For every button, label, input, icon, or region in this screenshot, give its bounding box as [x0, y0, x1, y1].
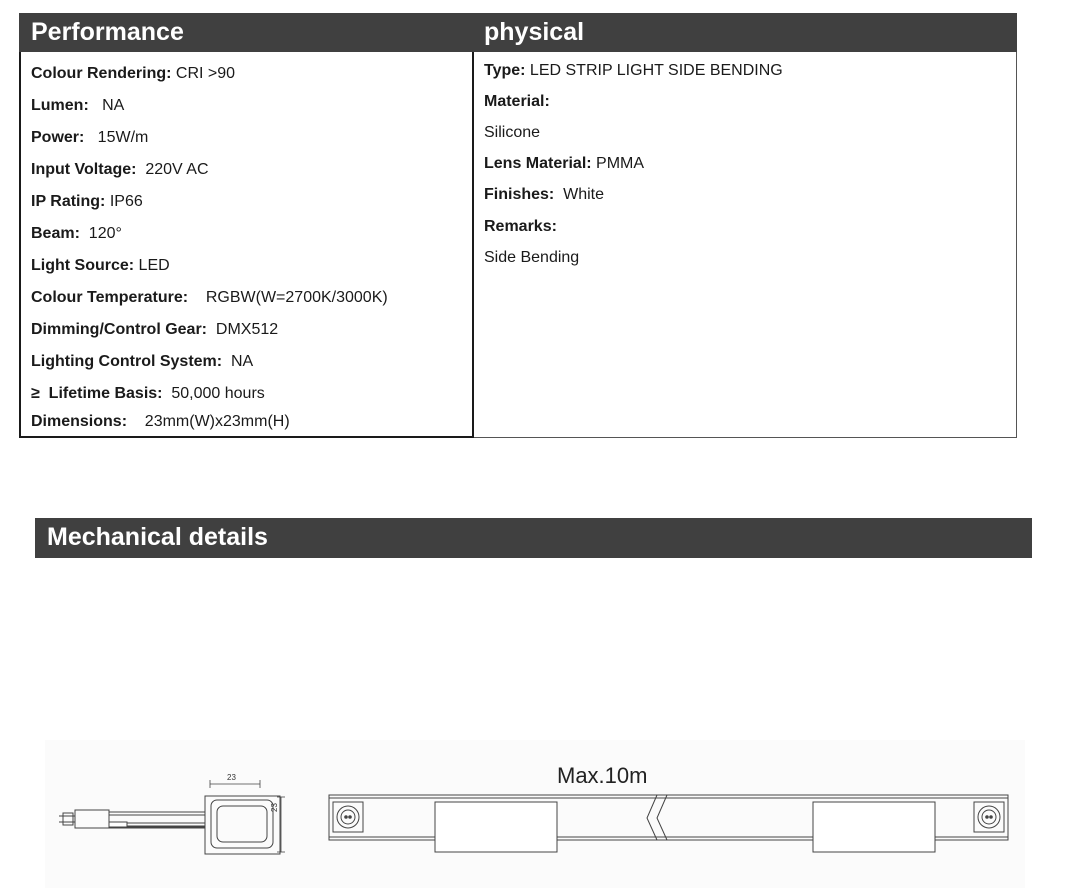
spec-row-colour-temperature: Colour Temperature: RGBW(W=2700K/3000K)	[31, 289, 388, 306]
performance-column	[19, 52, 474, 438]
mechanical-drawing	[45, 740, 1025, 888]
max-length-label: Max.10m	[557, 763, 648, 788]
spec-row-remarks-value: Side Bending	[484, 249, 580, 266]
spec-row-remarks: Remarks:	[484, 218, 557, 235]
physical-column	[474, 52, 1017, 438]
mechanical-header: Mechanical details	[35, 518, 1032, 558]
spec-row-finishes: Finishes: White	[484, 186, 605, 203]
spec-row-lumen: Lumen: NA	[31, 97, 125, 114]
spec-row-colour-rendering: Colour Rendering: CRI >90	[31, 65, 236, 82]
spec-row-dimming: Dimming/Control Gear: DMX512	[31, 321, 279, 338]
spec-row-beam: Beam: 120°	[31, 225, 122, 242]
performance-header: Performance	[19, 13, 474, 52]
spec-row-ip-rating: IP Rating: IP66	[31, 193, 143, 210]
spec-row-power: Power: 15W/m	[31, 129, 149, 146]
spec-table	[19, 13, 1017, 438]
spec-row-lens-material: Lens Material: PMMA	[484, 155, 645, 172]
physical-header: physical	[474, 13, 1017, 52]
spec-row-lighting-control: Lighting Control System: NA	[31, 353, 254, 370]
height-dimension-label: 23	[270, 803, 279, 812]
spec-row-lifetime: ≥ Lifetime Basis: 50,000 hours	[31, 385, 265, 402]
spec-row-material: Material:	[484, 93, 550, 110]
spec-row-light-source: Light Source: LED	[31, 257, 170, 274]
spec-row-material-value: Silicone	[484, 124, 541, 141]
spec-row-type: Type: LED STRIP LIGHT SIDE BENDING	[484, 62, 783, 79]
spec-row-input-voltage: Input Voltage: 220V AC	[31, 161, 209, 178]
spec-row-dimensions: Dimensions: 23mm(W)x23mm(H)	[31, 413, 290, 430]
width-dimension-label: 23	[227, 773, 236, 782]
